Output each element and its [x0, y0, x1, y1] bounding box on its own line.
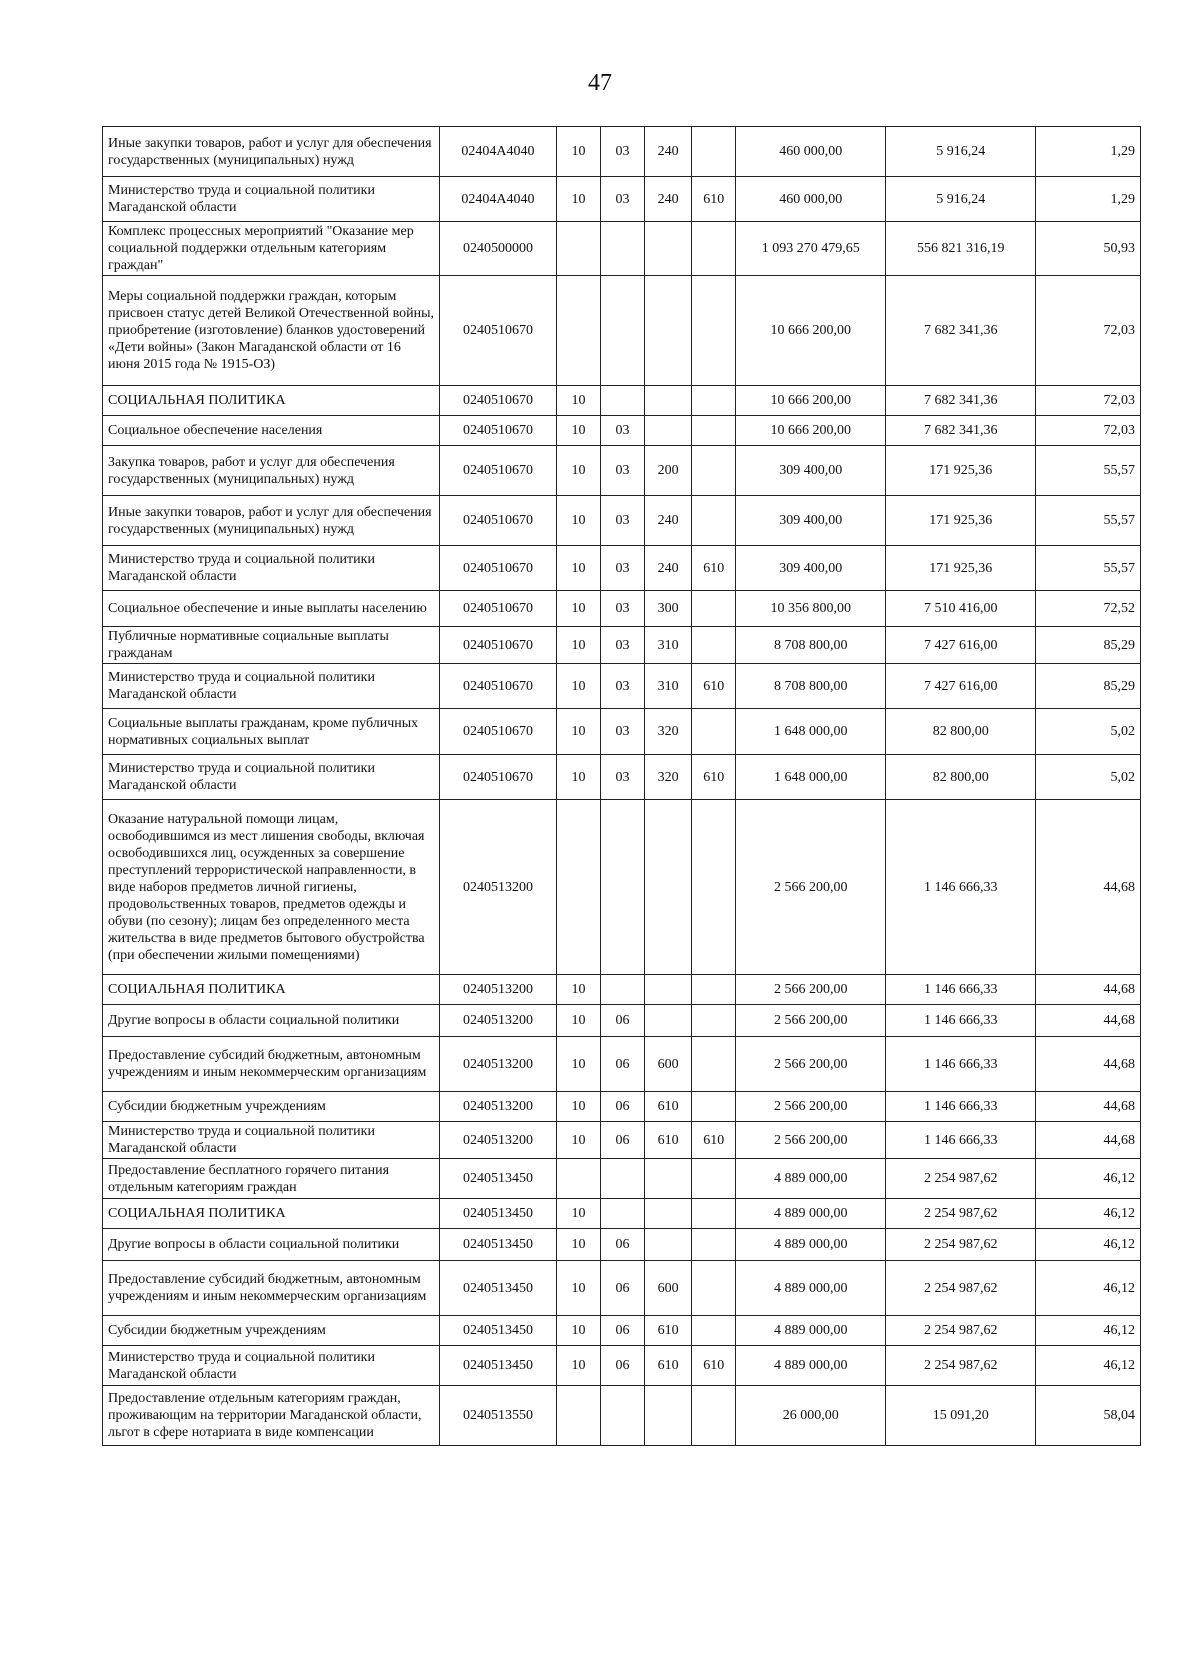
- row-name-cell: Публичные нормативные социальные выплаты гражданам: [103, 627, 440, 664]
- row-vid-cell: [644, 1199, 692, 1229]
- row-podrazdel-cell: 06: [601, 1005, 644, 1037]
- row-podrazdel-cell: 06: [601, 1316, 644, 1346]
- row-vid-cell: [644, 1005, 692, 1037]
- table-row: [103, 496, 1141, 546]
- row-name-cell: Социальные выплаты гражданам, кроме публичных нормативных социальных выплат: [103, 709, 440, 755]
- table-row: [103, 627, 1141, 664]
- table-row: [103, 127, 1141, 177]
- row-fact-cell: 1 146 666,33: [886, 1005, 1035, 1037]
- row-fact-cell: 1 146 666,33: [886, 1122, 1035, 1159]
- table-row: [103, 1005, 1141, 1037]
- row-vid-cell: 240: [644, 127, 692, 177]
- table-row: [103, 1159, 1141, 1199]
- row-podrazdel-cell: 03: [601, 755, 644, 800]
- row-podrazdel-cell: 03: [601, 496, 644, 546]
- row-razdel-cell: 10: [556, 386, 601, 416]
- row-razdel-cell: 10: [556, 627, 601, 664]
- row-podrazdel-cell: 06: [601, 1037, 644, 1092]
- table-row: [103, 386, 1141, 416]
- row-fact-cell: 2 254 987,62: [886, 1316, 1035, 1346]
- row-vid-cell: [644, 1386, 692, 1446]
- row-plan-cell: 4 889 000,00: [735, 1261, 886, 1316]
- row-podrazdel-cell: 03: [601, 664, 644, 709]
- row-vid-cell: 300: [644, 591, 692, 627]
- row-vid-cell: [644, 1159, 692, 1199]
- row-podrazdel-cell: [601, 222, 644, 276]
- row-name-cell: Предоставление субсидий бюджетным, автономным учреждениям и иным некоммерческим организациям: [103, 1261, 440, 1316]
- row-name-cell: Предоставление отдельным категориям граждан, проживающим на территории Магаданской области, льгот в сфере нотариата в виде компенсации: [103, 1386, 440, 1446]
- row-ved-cell: 610: [692, 1346, 735, 1386]
- row-plan-cell: 1 093 270 479,65: [735, 222, 886, 276]
- row-razdel-cell: 10: [556, 1005, 601, 1037]
- row-plan-cell: 309 400,00: [735, 446, 886, 496]
- row-code-cell: 0240513450: [440, 1159, 557, 1199]
- row-podrazdel-cell: 03: [601, 546, 644, 591]
- row-code-cell: 02404А4040: [440, 127, 557, 177]
- row-ved-cell: 610: [692, 755, 735, 800]
- row-percent-cell: 46,12: [1035, 1199, 1140, 1229]
- table-row: [103, 416, 1141, 446]
- row-fact-cell: 2 254 987,62: [886, 1199, 1035, 1229]
- row-name-cell: Другие вопросы в области социальной политики: [103, 1005, 440, 1037]
- table-row: [103, 1386, 1141, 1446]
- row-ved-cell: [692, 1386, 735, 1446]
- row-vid-cell: [644, 975, 692, 1005]
- row-ved-cell: [692, 1316, 735, 1346]
- row-plan-cell: 10 666 200,00: [735, 386, 886, 416]
- table-row: [103, 975, 1141, 1005]
- row-ved-cell: [692, 1092, 735, 1122]
- row-percent-cell: 55,57: [1035, 496, 1140, 546]
- row-plan-cell: 2 566 200,00: [735, 1122, 886, 1159]
- table-row: [103, 755, 1141, 800]
- row-vid-cell: [644, 222, 692, 276]
- row-podrazdel-cell: 06: [601, 1092, 644, 1122]
- row-fact-cell: 7 510 416,00: [886, 591, 1035, 627]
- row-fact-cell: 171 925,36: [886, 546, 1035, 591]
- row-code-cell: 0240510670: [440, 446, 557, 496]
- row-podrazdel-cell: [601, 386, 644, 416]
- row-vid-cell: 610: [644, 1122, 692, 1159]
- row-name-cell: Министерство труда и социальной политики Магаданской области: [103, 664, 440, 709]
- row-percent-cell: 55,57: [1035, 446, 1140, 496]
- row-ved-cell: 610: [692, 546, 735, 591]
- row-ved-cell: [692, 1037, 735, 1092]
- row-plan-cell: 10 356 800,00: [735, 591, 886, 627]
- row-razdel-cell: 10: [556, 1037, 601, 1092]
- row-plan-cell: 1 648 000,00: [735, 709, 886, 755]
- row-razdel-cell: 10: [556, 1261, 601, 1316]
- row-code-cell: 0240510670: [440, 627, 557, 664]
- table-row: [103, 1037, 1141, 1092]
- row-name-cell: Предоставление субсидий бюджетным, автономным учреждениям и иным некоммерческим организациям: [103, 1037, 440, 1092]
- row-fact-cell: 5 916,24: [886, 127, 1035, 177]
- row-name-cell: СОЦИАЛЬНАЯ ПОЛИТИКА: [103, 975, 440, 1005]
- row-vid-cell: [644, 276, 692, 386]
- row-plan-cell: 8 708 800,00: [735, 627, 886, 664]
- row-fact-cell: 1 146 666,33: [886, 975, 1035, 1005]
- row-plan-cell: 309 400,00: [735, 496, 886, 546]
- row-code-cell: 0240510670: [440, 386, 557, 416]
- row-razdel-cell: 10: [556, 177, 601, 222]
- row-fact-cell: 82 800,00: [886, 755, 1035, 800]
- table-row: [103, 800, 1141, 975]
- row-fact-cell: 15 091,20: [886, 1386, 1035, 1446]
- row-fact-cell: 2 254 987,62: [886, 1229, 1035, 1261]
- row-percent-cell: 85,29: [1035, 664, 1140, 709]
- row-percent-cell: 44,68: [1035, 1037, 1140, 1092]
- row-vid-cell: [644, 386, 692, 416]
- row-percent-cell: 46,12: [1035, 1229, 1140, 1261]
- row-ved-cell: [692, 496, 735, 546]
- row-percent-cell: 1,29: [1035, 177, 1140, 222]
- row-fact-cell: 82 800,00: [886, 709, 1035, 755]
- row-vid-cell: 240: [644, 496, 692, 546]
- row-plan-cell: 2 566 200,00: [735, 1005, 886, 1037]
- row-ved-cell: [692, 709, 735, 755]
- row-podrazdel-cell: 06: [601, 1346, 644, 1386]
- row-razdel-cell: [556, 1386, 601, 1446]
- row-name-cell: Другие вопросы в области социальной политики: [103, 1229, 440, 1261]
- row-percent-cell: 46,12: [1035, 1316, 1140, 1346]
- row-ved-cell: [692, 416, 735, 446]
- row-name-cell: Министерство труда и социальной политики Магаданской области: [103, 177, 440, 222]
- table-row: [103, 664, 1141, 709]
- row-plan-cell: 8 708 800,00: [735, 664, 886, 709]
- table-row: [103, 1316, 1141, 1346]
- row-razdel-cell: 10: [556, 591, 601, 627]
- row-razdel-cell: 10: [556, 416, 601, 446]
- row-vid-cell: 200: [644, 446, 692, 496]
- table-row: [103, 1229, 1141, 1261]
- row-code-cell: 0240513200: [440, 800, 557, 975]
- row-code-cell: 0240510670: [440, 496, 557, 546]
- row-code-cell: 02404А4040: [440, 177, 557, 222]
- row-vid-cell: [644, 1229, 692, 1261]
- row-plan-cell: 4 889 000,00: [735, 1199, 886, 1229]
- row-podrazdel-cell: 03: [601, 709, 644, 755]
- row-name-cell: Министерство труда и социальной политики Магаданской области: [103, 1346, 440, 1386]
- row-vid-cell: 600: [644, 1037, 692, 1092]
- row-fact-cell: 2 254 987,62: [886, 1346, 1035, 1386]
- row-fact-cell: 7 427 616,00: [886, 664, 1035, 709]
- row-podrazdel-cell: [601, 1199, 644, 1229]
- row-percent-cell: 5,02: [1035, 755, 1140, 800]
- row-vid-cell: 240: [644, 546, 692, 591]
- row-vid-cell: 600: [644, 1261, 692, 1316]
- row-podrazdel-cell: 03: [601, 446, 644, 496]
- row-podrazdel-cell: 03: [601, 416, 644, 446]
- row-name-cell: Министерство труда и социальной политики Магаданской области: [103, 1122, 440, 1159]
- row-vid-cell: 610: [644, 1346, 692, 1386]
- row-name-cell: Комплекс процессных мероприятий "Оказание мер социальной поддержки отдельным категориям граждан": [103, 222, 440, 276]
- row-ved-cell: 610: [692, 1122, 735, 1159]
- row-code-cell: 0240513200: [440, 1122, 557, 1159]
- row-plan-cell: 1 648 000,00: [735, 755, 886, 800]
- row-name-cell: Закупка товаров, работ и услуг для обеспечения государственных (муниципальных) нужд: [103, 446, 440, 496]
- row-percent-cell: 44,68: [1035, 800, 1140, 975]
- row-name-cell: Министерство труда и социальной политики Магаданской области: [103, 546, 440, 591]
- row-plan-cell: 460 000,00: [735, 177, 886, 222]
- table-row: [103, 1199, 1141, 1229]
- row-ved-cell: [692, 591, 735, 627]
- row-ved-cell: [692, 1005, 735, 1037]
- row-code-cell: 0240513450: [440, 1199, 557, 1229]
- row-vid-cell: [644, 416, 692, 446]
- row-code-cell: 0240513450: [440, 1316, 557, 1346]
- row-name-cell: Субсидии бюджетным учреждениям: [103, 1316, 440, 1346]
- row-name-cell: Субсидии бюджетным учреждениям: [103, 1092, 440, 1122]
- row-fact-cell: 1 146 666,33: [886, 800, 1035, 975]
- row-name-cell: Социальное обеспечение населения: [103, 416, 440, 446]
- row-plan-cell: 26 000,00: [735, 1386, 886, 1446]
- row-name-cell: Меры социальной поддержки граждан, которым присвоен статус детей Великой Отечественной войны, приобретение (изготовление) бланков удостоверений «Дети войны» (Закон Магаданской области от 16 июня 2015 года № 1915-ОЗ): [103, 276, 440, 386]
- row-plan-cell: 2 566 200,00: [735, 1092, 886, 1122]
- page-number: 47: [588, 70, 612, 96]
- row-code-cell: 0240510670: [440, 546, 557, 591]
- row-percent-cell: 44,68: [1035, 975, 1140, 1005]
- row-code-cell: 0240513550: [440, 1386, 557, 1446]
- budget-table-body: [103, 127, 1141, 1446]
- row-podrazdel-cell: 03: [601, 127, 644, 177]
- row-ved-cell: [692, 127, 735, 177]
- row-razdel-cell: 10: [556, 975, 601, 1005]
- row-ved-cell: [692, 1261, 735, 1316]
- table-row: [103, 222, 1141, 276]
- row-razdel-cell: 10: [556, 1122, 601, 1159]
- row-name-cell: Оказание натуральной помощи лицам, освободившимся из мест лишения свободы, включая освободившихся лиц, осужденных за совершение преступлений террористической направленности, в виде наборов предметов личной гигиены, продовольственных товаров, предметов одежды и обуви (по сезону); лицам без определенного места жительства в виде предметов бытового обустройства (при обеспечении жилыми помещениями): [103, 800, 440, 975]
- row-code-cell: 0240513450: [440, 1346, 557, 1386]
- row-plan-cell: 4 889 000,00: [735, 1229, 886, 1261]
- row-vid-cell: 320: [644, 709, 692, 755]
- row-fact-cell: 1 146 666,33: [886, 1037, 1035, 1092]
- row-podrazdel-cell: [601, 1386, 644, 1446]
- row-razdel-cell: 10: [556, 546, 601, 591]
- table-row: [103, 1092, 1141, 1122]
- row-name-cell: Иные закупки товаров, работ и услуг для обеспечения государственных (муниципальных) нужд: [103, 496, 440, 546]
- row-ved-cell: [692, 1159, 735, 1199]
- row-ved-cell: [692, 386, 735, 416]
- row-razdel-cell: 10: [556, 1092, 601, 1122]
- row-plan-cell: 4 889 000,00: [735, 1159, 886, 1199]
- row-vid-cell: 240: [644, 177, 692, 222]
- table-row: [103, 591, 1141, 627]
- row-podrazdel-cell: 06: [601, 1122, 644, 1159]
- row-fact-cell: 1 146 666,33: [886, 1092, 1035, 1122]
- budget-table: [102, 126, 1141, 1446]
- row-percent-cell: 58,04: [1035, 1386, 1140, 1446]
- row-fact-cell: 556 821 316,19: [886, 222, 1035, 276]
- row-percent-cell: 46,12: [1035, 1346, 1140, 1386]
- row-ved-cell: [692, 1229, 735, 1261]
- row-plan-cell: 460 000,00: [735, 127, 886, 177]
- row-code-cell: 0240513200: [440, 1037, 557, 1092]
- row-code-cell: 0240510670: [440, 591, 557, 627]
- row-ved-cell: [692, 1199, 735, 1229]
- row-percent-cell: 85,29: [1035, 627, 1140, 664]
- table-row: [103, 709, 1141, 755]
- row-plan-cell: 4 889 000,00: [735, 1316, 886, 1346]
- row-plan-cell: 2 566 200,00: [735, 975, 886, 1005]
- row-fact-cell: 171 925,36: [886, 446, 1035, 496]
- row-percent-cell: 44,68: [1035, 1005, 1140, 1037]
- row-razdel-cell: [556, 800, 601, 975]
- row-podrazdel-cell: 03: [601, 591, 644, 627]
- row-ved-cell: [692, 627, 735, 664]
- row-vid-cell: 310: [644, 627, 692, 664]
- row-ved-cell: [692, 276, 735, 386]
- row-code-cell: 0240513450: [440, 1261, 557, 1316]
- row-ved-cell: [692, 800, 735, 975]
- row-plan-cell: 10 666 200,00: [735, 276, 886, 386]
- row-razdel-cell: 10: [556, 1316, 601, 1346]
- row-razdel-cell: 10: [556, 446, 601, 496]
- row-vid-cell: [644, 800, 692, 975]
- row-plan-cell: 10 666 200,00: [735, 416, 886, 446]
- row-razdel-cell: [556, 276, 601, 386]
- row-code-cell: 0240513450: [440, 1229, 557, 1261]
- row-razdel-cell: 10: [556, 496, 601, 546]
- row-fact-cell: 171 925,36: [886, 496, 1035, 546]
- row-ved-cell: 610: [692, 177, 735, 222]
- row-razdel-cell: 10: [556, 709, 601, 755]
- row-plan-cell: 2 566 200,00: [735, 1037, 886, 1092]
- row-ved-cell: 610: [692, 664, 735, 709]
- row-razdel-cell: [556, 1159, 601, 1199]
- row-code-cell: 0240513200: [440, 1092, 557, 1122]
- row-plan-cell: 4 889 000,00: [735, 1346, 886, 1386]
- row-fact-cell: 7 682 341,36: [886, 416, 1035, 446]
- row-podrazdel-cell: [601, 276, 644, 386]
- row-percent-cell: 55,57: [1035, 546, 1140, 591]
- row-vid-cell: 610: [644, 1316, 692, 1346]
- row-percent-cell: 44,68: [1035, 1122, 1140, 1159]
- row-name-cell: Предоставление бесплатного горячего питания отдельным категориям граждан: [103, 1159, 440, 1199]
- row-code-cell: 0240500000: [440, 222, 557, 276]
- row-code-cell: 0240513200: [440, 975, 557, 1005]
- row-percent-cell: 46,12: [1035, 1261, 1140, 1316]
- row-fact-cell: 7 682 341,36: [886, 386, 1035, 416]
- row-razdel-cell: 10: [556, 127, 601, 177]
- row-percent-cell: 72,03: [1035, 276, 1140, 386]
- row-razdel-cell: [556, 222, 601, 276]
- table-row: [103, 1261, 1141, 1316]
- row-percent-cell: 72,03: [1035, 386, 1140, 416]
- row-podrazdel-cell: 03: [601, 177, 644, 222]
- row-plan-cell: 309 400,00: [735, 546, 886, 591]
- table-row: [103, 1122, 1141, 1159]
- row-name-cell: СОЦИАЛЬНАЯ ПОЛИТИКА: [103, 1199, 440, 1229]
- row-percent-cell: 72,03: [1035, 416, 1140, 446]
- row-podrazdel-cell: 06: [601, 1229, 644, 1261]
- row-podrazdel-cell: [601, 1159, 644, 1199]
- row-code-cell: 0240510670: [440, 709, 557, 755]
- row-code-cell: 0240513200: [440, 1005, 557, 1037]
- row-name-cell: СОЦИАЛЬНАЯ ПОЛИТИКА: [103, 386, 440, 416]
- row-percent-cell: 5,02: [1035, 709, 1140, 755]
- row-fact-cell: 2 254 987,62: [886, 1261, 1035, 1316]
- table-row: [103, 1346, 1141, 1386]
- row-ved-cell: [692, 446, 735, 496]
- row-code-cell: 0240510670: [440, 276, 557, 386]
- row-vid-cell: 310: [644, 664, 692, 709]
- table-row: [103, 446, 1141, 496]
- row-podrazdel-cell: 03: [601, 627, 644, 664]
- row-vid-cell: 610: [644, 1092, 692, 1122]
- row-razdel-cell: 10: [556, 755, 601, 800]
- row-percent-cell: 44,68: [1035, 1092, 1140, 1122]
- row-name-cell: Иные закупки товаров, работ и услуг для обеспечения государственных (муниципальных) нужд: [103, 127, 440, 177]
- row-code-cell: 0240510670: [440, 755, 557, 800]
- table-row: [103, 546, 1141, 591]
- row-plan-cell: 2 566 200,00: [735, 800, 886, 975]
- row-percent-cell: 1,29: [1035, 127, 1140, 177]
- row-name-cell: Социальное обеспечение и иные выплаты населению: [103, 591, 440, 627]
- row-podrazdel-cell: [601, 800, 644, 975]
- row-fact-cell: 2 254 987,62: [886, 1159, 1035, 1199]
- row-razdel-cell: 10: [556, 1199, 601, 1229]
- row-razdel-cell: 10: [556, 1229, 601, 1261]
- row-vid-cell: 320: [644, 755, 692, 800]
- row-percent-cell: 50,93: [1035, 222, 1140, 276]
- row-podrazdel-cell: 06: [601, 1261, 644, 1316]
- row-fact-cell: 5 916,24: [886, 177, 1035, 222]
- table-row: [103, 177, 1141, 222]
- row-ved-cell: [692, 222, 735, 276]
- row-code-cell: 0240510670: [440, 664, 557, 709]
- row-name-cell: Министерство труда и социальной политики Магаданской области: [103, 755, 440, 800]
- row-podrazdel-cell: [601, 975, 644, 1005]
- row-code-cell: 0240510670: [440, 416, 557, 446]
- row-razdel-cell: 10: [556, 1346, 601, 1386]
- row-fact-cell: 7 427 616,00: [886, 627, 1035, 664]
- row-percent-cell: 72,52: [1035, 591, 1140, 627]
- row-percent-cell: 46,12: [1035, 1159, 1140, 1199]
- row-fact-cell: 7 682 341,36: [886, 276, 1035, 386]
- row-razdel-cell: 10: [556, 664, 601, 709]
- table-row: [103, 276, 1141, 386]
- row-ved-cell: [692, 975, 735, 1005]
